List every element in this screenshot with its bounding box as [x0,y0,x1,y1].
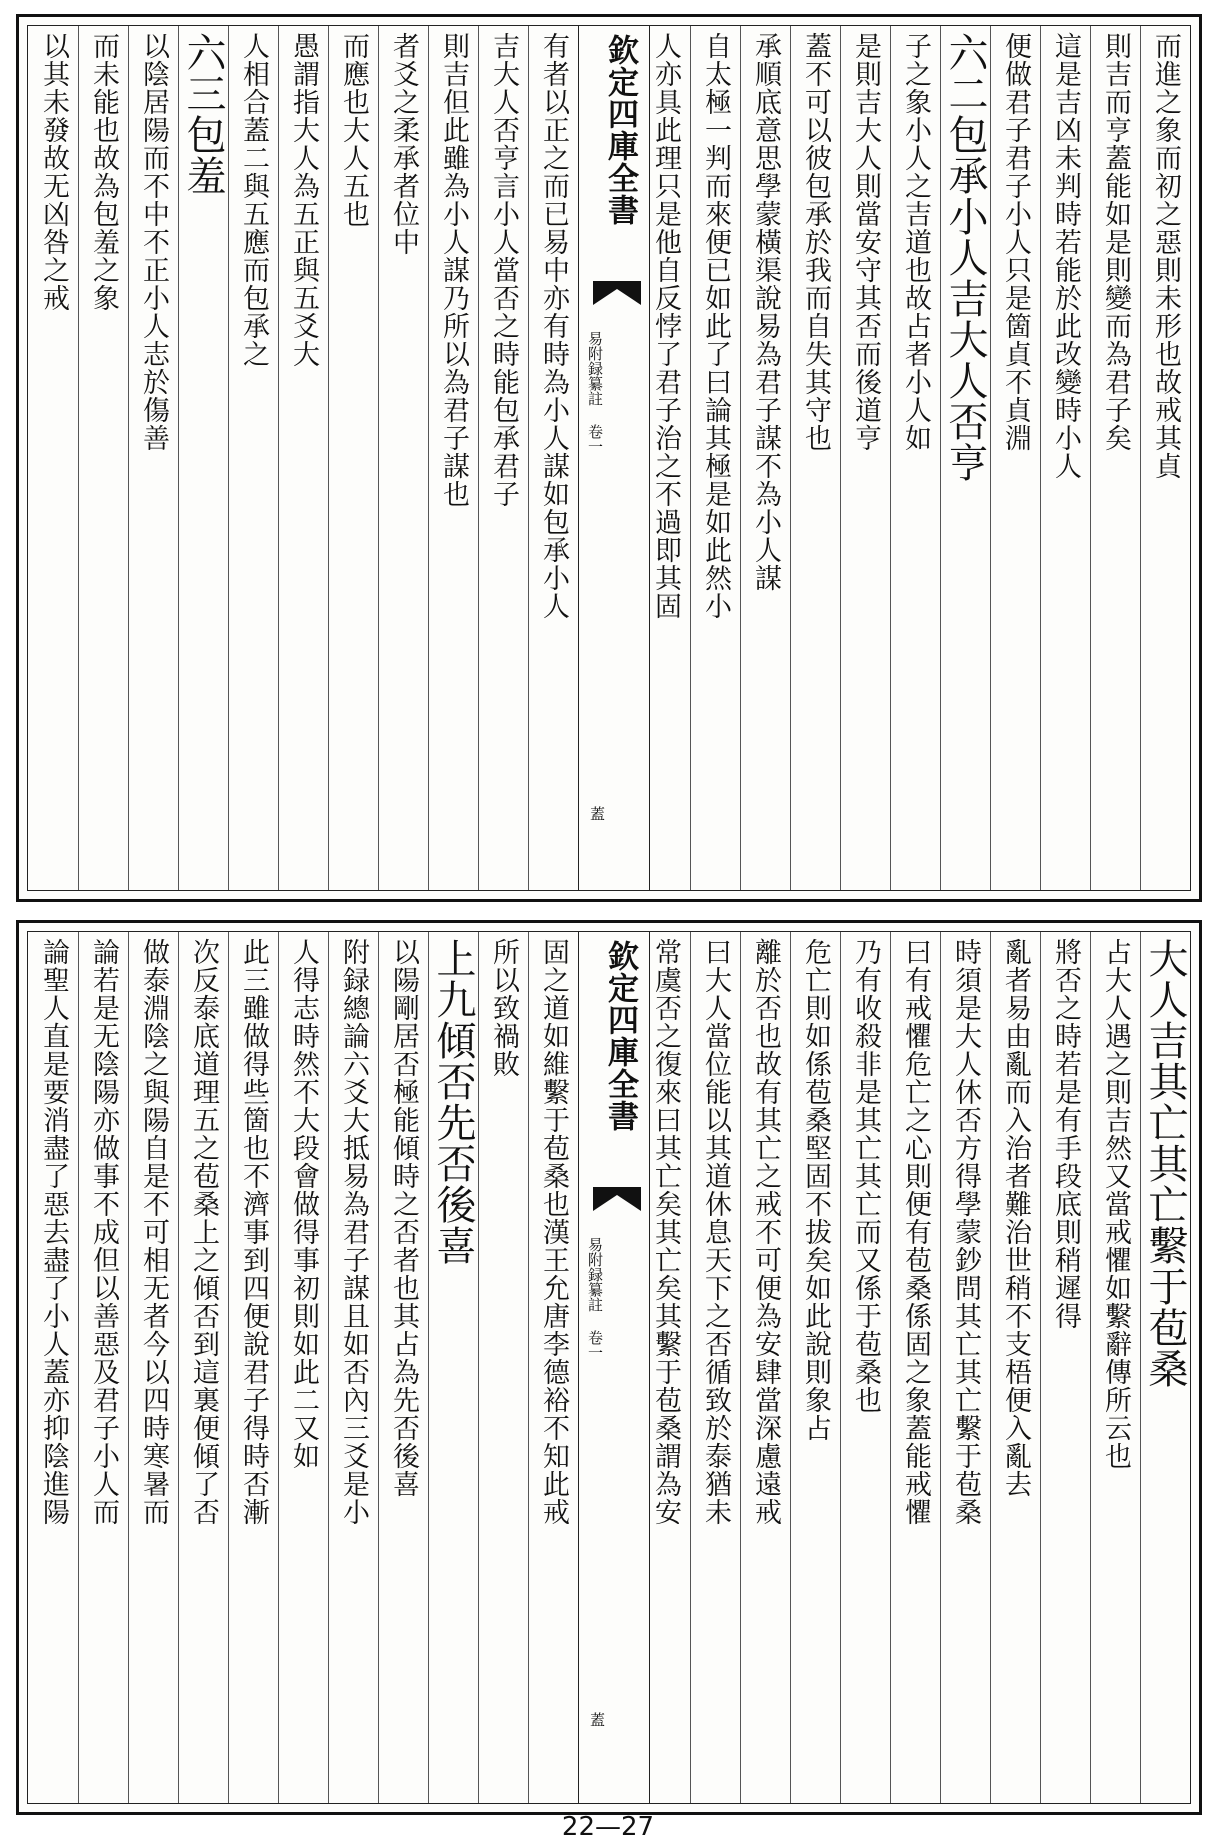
text-column: 承順底意思學蒙橫渠說易為君子謀不為小人謀 [740,26,790,890]
text-column: 常虞否之復來曰其亡矣其亡矣其繫于苞桑謂為安 [650,938,681,1526]
upper-page-frame [27,25,1191,891]
fishtail-mark-icon [593,281,641,305]
text-column: 危亡則如係苞桑堅固不拔矣如此說則象占 [790,932,840,1803]
text-column [1140,932,1190,1803]
text-column: 乃有收殺非是其亡其亡而又係于苞桑也 [840,932,890,1803]
page-number: 22—27 [561,1812,655,1842]
center-fold [578,932,650,1803]
text-column: 次反泰底道理五之苞桑上之傾否到這裏便傾了否 [178,932,228,1803]
text-column: 論若是无陰陽亦做事不成但以善惡及君子小人而 [78,932,128,1803]
text-column [178,26,228,890]
text-column: 者爻之柔承者位中 [378,26,428,890]
heading-text: 六三包羞 [180,32,226,196]
text-column: 自太極一判而來便已如此了曰論其極是如此然小 [690,26,740,890]
upper-right-columns [640,26,1190,890]
book-title: 欽定四庫全書 [602,34,638,226]
text-column: 以其未發故无凶咎之戒 [38,32,69,312]
text-column: 做泰淵陰之與陽自是不可相无者今以四時寒暑而 [128,932,178,1803]
upper-left-columns [28,26,578,890]
text-column: 而未能也故為包羞之象 [78,26,128,890]
text-column: 亂者易由亂而入治者難治世稍不支梧便入亂去 [990,932,1040,1803]
text-column: 將否之時若是有手段底則稍遲得 [1040,932,1090,1803]
text-column: 人相合蓋二與五應而包承之 [228,26,278,890]
lower-right-columns [640,932,1190,1803]
center-fold [578,26,650,890]
text-column [428,932,478,1803]
heading-text: 上九傾否先否後喜 [430,938,476,1266]
volume-label: 易附録纂註 卷一 [586,331,604,454]
text-column: 以陰居陽而不中不正小人志於傷善 [128,26,178,890]
text-column: 論聖人直是要消盡了惡去盡了小人蓋亦抑陰進陽 [38,938,69,1526]
lower-left-columns [28,932,578,1803]
leaf-label: 蓋 [588,806,606,821]
text-column: 則吉但此雖為小人謀乃所以為君子謀也 [428,26,478,890]
text-column: 所以致禍敗 [478,932,528,1803]
text-column: 人亦具此理只是他自反悖了君子治之不過即其固 [650,32,681,620]
text-column: 蓋不可以彼包承於我而自失其守也 [790,26,840,890]
text-column: 有者以正之而已易中亦有時為小人謀如包承小人 [528,26,578,890]
upper-page [16,14,1202,902]
heading-text: 大人吉其亡其亡繫于苞桑 [1142,938,1188,1389]
leaf-label: 蓋 [588,1712,606,1727]
text-column: 固之道如維繫于苞桑也漢王允唐李德裕不知此戒 [528,932,578,1803]
fishtail-mark-icon [593,1187,641,1211]
text-column: 占大人遇之則吉然又當戒懼如繫辭傳所云也 [1090,932,1140,1803]
text-column: 則吉而亨蓋能如是則變而為君子矣 [1090,26,1140,890]
text-column: 時須是大人休否方得學蒙鈔問其亡其亡繫于苞桑 [940,932,990,1803]
heading-text: 六二包承小人吉大人否亨 [942,32,988,483]
text-column: 愚謂指大人為五正與五爻大 [278,26,328,890]
text-column: 離於否也故有其亡之戒不可便為安肆當深慮遠戒 [740,932,790,1803]
text-column: 此三雖做得些箇也不濟事到四便說君子得時否漸 [228,932,278,1803]
book-title: 欽定四庫全書 [602,940,638,1132]
text-column: 曰大人當位能以其道休息天下之否循致於泰猶未 [690,932,740,1803]
text-column: 而進之象而初之惡則未形也故戒其貞 [1140,26,1190,890]
text-column: 附録總論六爻大抵易為君子謀且如否內三爻是小 [328,932,378,1803]
lower-page [16,920,1202,1815]
volume-label: 易附録纂註 卷一 [586,1237,604,1360]
text-column: 曰有戒懼危亡之心則便有苞桑係固之象蓋能戒懼 [890,932,940,1803]
lower-page-frame [27,931,1191,1804]
text-column: 而應也大人五也 [328,26,378,890]
text-column: 便做君子君子小人只是箇貞不貞淵 [990,26,1040,890]
text-column [940,26,990,890]
text-column: 是則吉大人則當安守其否而後道亨 [840,26,890,890]
text-column: 這是吉凶未判時若能於此改變時小人 [1040,26,1090,890]
text-column: 以陽剛居否極能傾時之否者也其占為先否後喜 [378,932,428,1803]
text-column: 子之象小人之吉道也故占者小人如 [890,26,940,890]
text-column: 人得志時然不大段會做得事初則如此二又如 [278,932,328,1803]
text-column: 吉大人否亨言小人當否之時能包承君子 [478,26,528,890]
